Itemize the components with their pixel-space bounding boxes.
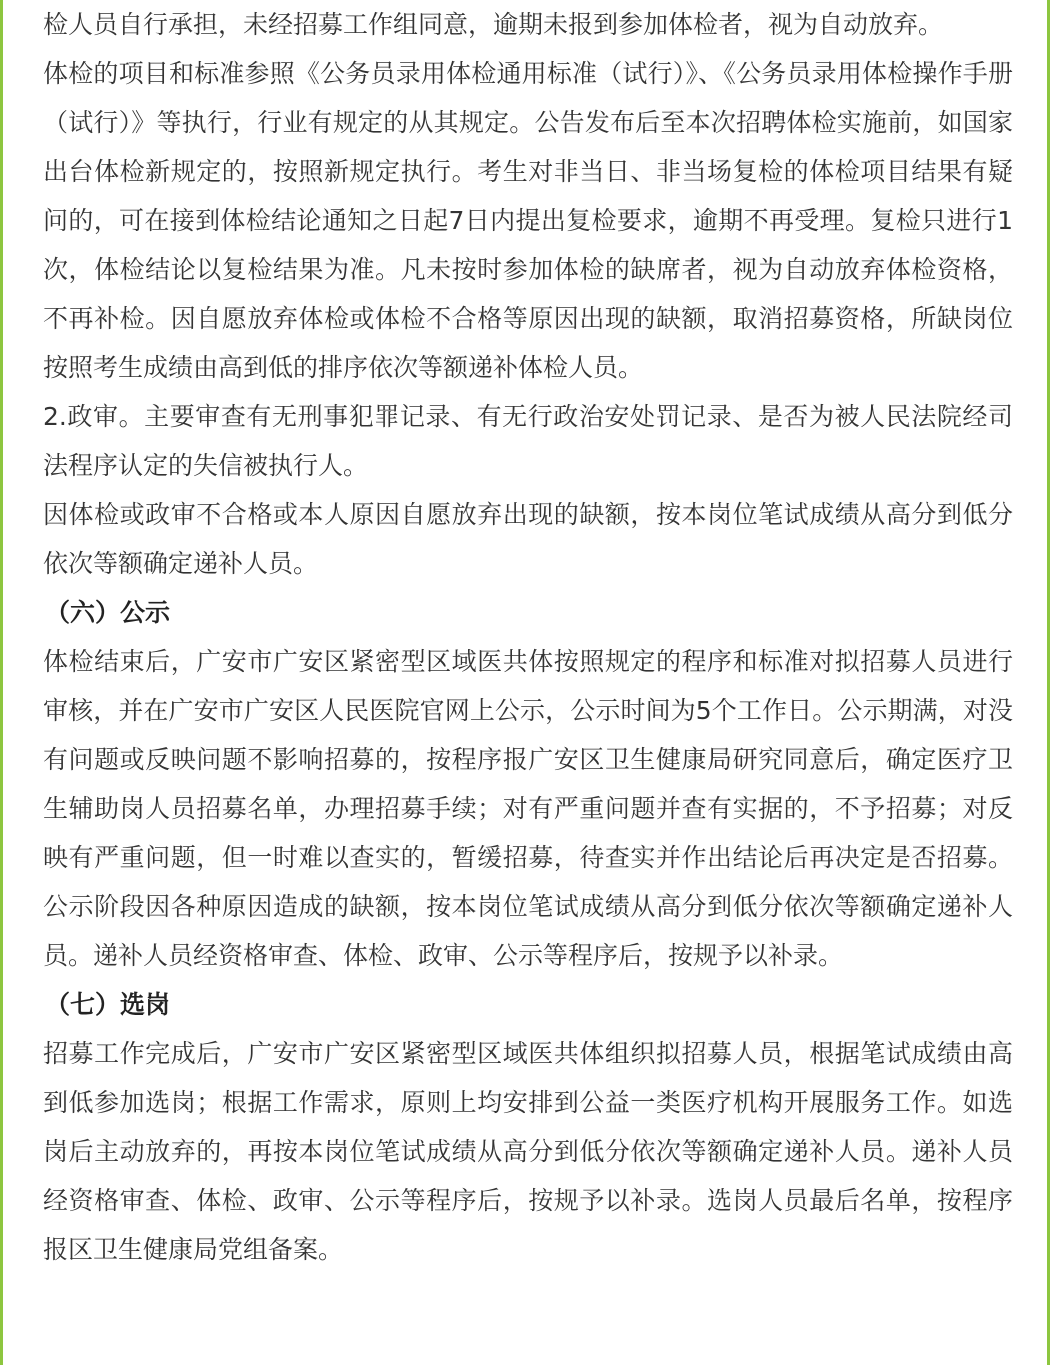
paragraph-exam-standards: 体检的项目和标准参照《公务员录用体检通用标准（试行）》、《公务员录用体检操作手册（试行）》等执行，行业有规定的从其规定。公告发布后至本次招聘体检实施前，如国家出台体检新规定的，按照新规定执行。考生对非当日、非当场复检的体检项目结果有疑问的，可在接到体检结论通知之日起7日内提出复检要求，逾期不再受理。复检只进行1次，体检结论以复检结果为准。凡未按时参加体检的缺席者，视为自动放弃体检资格，不再补检。因自愿放弃体检或体检不合格等原因出现的缺额，取消招募资格，所缺岗位按照考生成绩由高到低的排序依次等额递补体检人员。 <box>43 59 1013 382</box>
paragraph-vacancy-supplement: 因体检或政审不合格或本人原因自愿放弃出现的缺额，按本岗位笔试成绩从高分到低分依次等额确定递补人员。 <box>43 500 1013 578</box>
paragraph-exam-self-borne: 检人员自行承担，未经招募工作组同意，逾期未报到参加体检者，视为自动放弃。 <box>43 10 944 39</box>
paragraph-post-selection: 招募工作完成后，广安市广安区紧密型区域医共体组织拟招募人员，根据笔试成绩由高到低参加选岗；根据工作需求，原则上均安排到公益一类医疗机构开展服务工作。如选岗后主动放弃的，再按本岗位笔试成绩从高分到低分依次等额确定递补人员。递补人员经资格审查、体检、政审、公示等程序后，按规予以补录。选岗人员最后名单，按程序报区卫生健康局党组备案。 <box>43 1039 1013 1264</box>
section-heading-publicity: （六）公示 <box>45 598 171 627</box>
paragraph-publicity: 体检结束后，广安市广安区紧密型区域医共体按照规定的程序和标准对拟招募人员进行审核，并在广安市广安区人民医院官网上公示，公示时间为5个工作日。公示期满，对没有问题或反映问题不影响招募的，按程序报广安区卫生健康局研究同意后，确定医疗卫生辅助岗人员招募名单，办理招募手续；对有严重问题并查有实据的，不予招募；对反映有严重问题，但一时难以查实的，暂缓招募，待查实并作出结论后再决定是否招募。公示阶段因各种原因造成的缺额，按本岗位笔试成绩从高分到低分依次等额确定递补人员。递补人员经资格审查、体检、政审、公示等程序后，按规予以补录。 <box>43 647 1013 970</box>
paragraph-political-review: 2.政审。主要审查有无刑事犯罪记录、有无行政治安处罚记录、是否为被人民法院经司法程序认定的失信被执行人。 <box>43 402 1013 480</box>
section-heading-post-selection: （七）选岗 <box>45 990 171 1019</box>
document-body <box>43 0 1013 1274</box>
